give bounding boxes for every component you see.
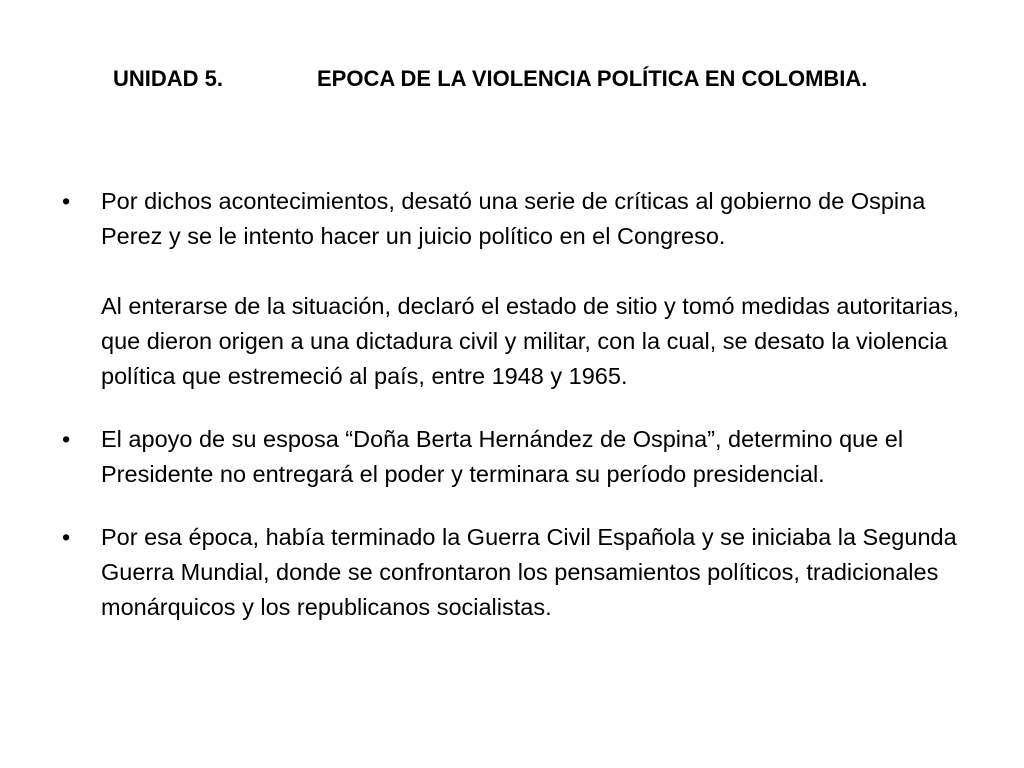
bullet-item <box>62 184 962 394</box>
bullet-list <box>62 184 962 625</box>
bullet-paragraph: El apoyo de su esposa “Doña Berta Hernández de Ospina”, determino que el Presidente no entregará el poder y terminara su período presidencial. <box>101 426 904 487</box>
bullet-paragraph: Al enterarse de la situación, declaró el estado de sitio y tomó medidas autoritarias, que dieron origen a una dictadura civil y militar, con la cual, se desato la violencia política que estremeció al país, entre 1948 y 1965. <box>101 293 960 389</box>
bullet-dot-icon: • <box>62 188 71 214</box>
slide-title <box>113 66 867 92</box>
title-unit: UNIDAD 5. <box>113 66 224 91</box>
bullet-dot-icon: • <box>62 426 71 452</box>
bullet-paragraph: Por esa época, había terminado la Guerra Civil Española y se iniciaba la Segunda Guerra Mundial, donde se confrontaron los pensamientos políticos, tradicionales monárquicos y los republicanos socialistas. <box>101 524 957 620</box>
bullet-dot-icon: • <box>62 524 71 550</box>
bullet-paragraph: Por dichos acontecimientos, desató una serie de críticas al gobierno de Ospina Perez y se le intento hacer un juicio político en el Congreso. <box>101 188 926 249</box>
bullet-item <box>62 422 962 492</box>
bullet-item <box>62 520 962 625</box>
title-text: EPOCA DE LA VIOLENCIA POLÍTICA EN COLOMBIA. <box>317 66 868 91</box>
